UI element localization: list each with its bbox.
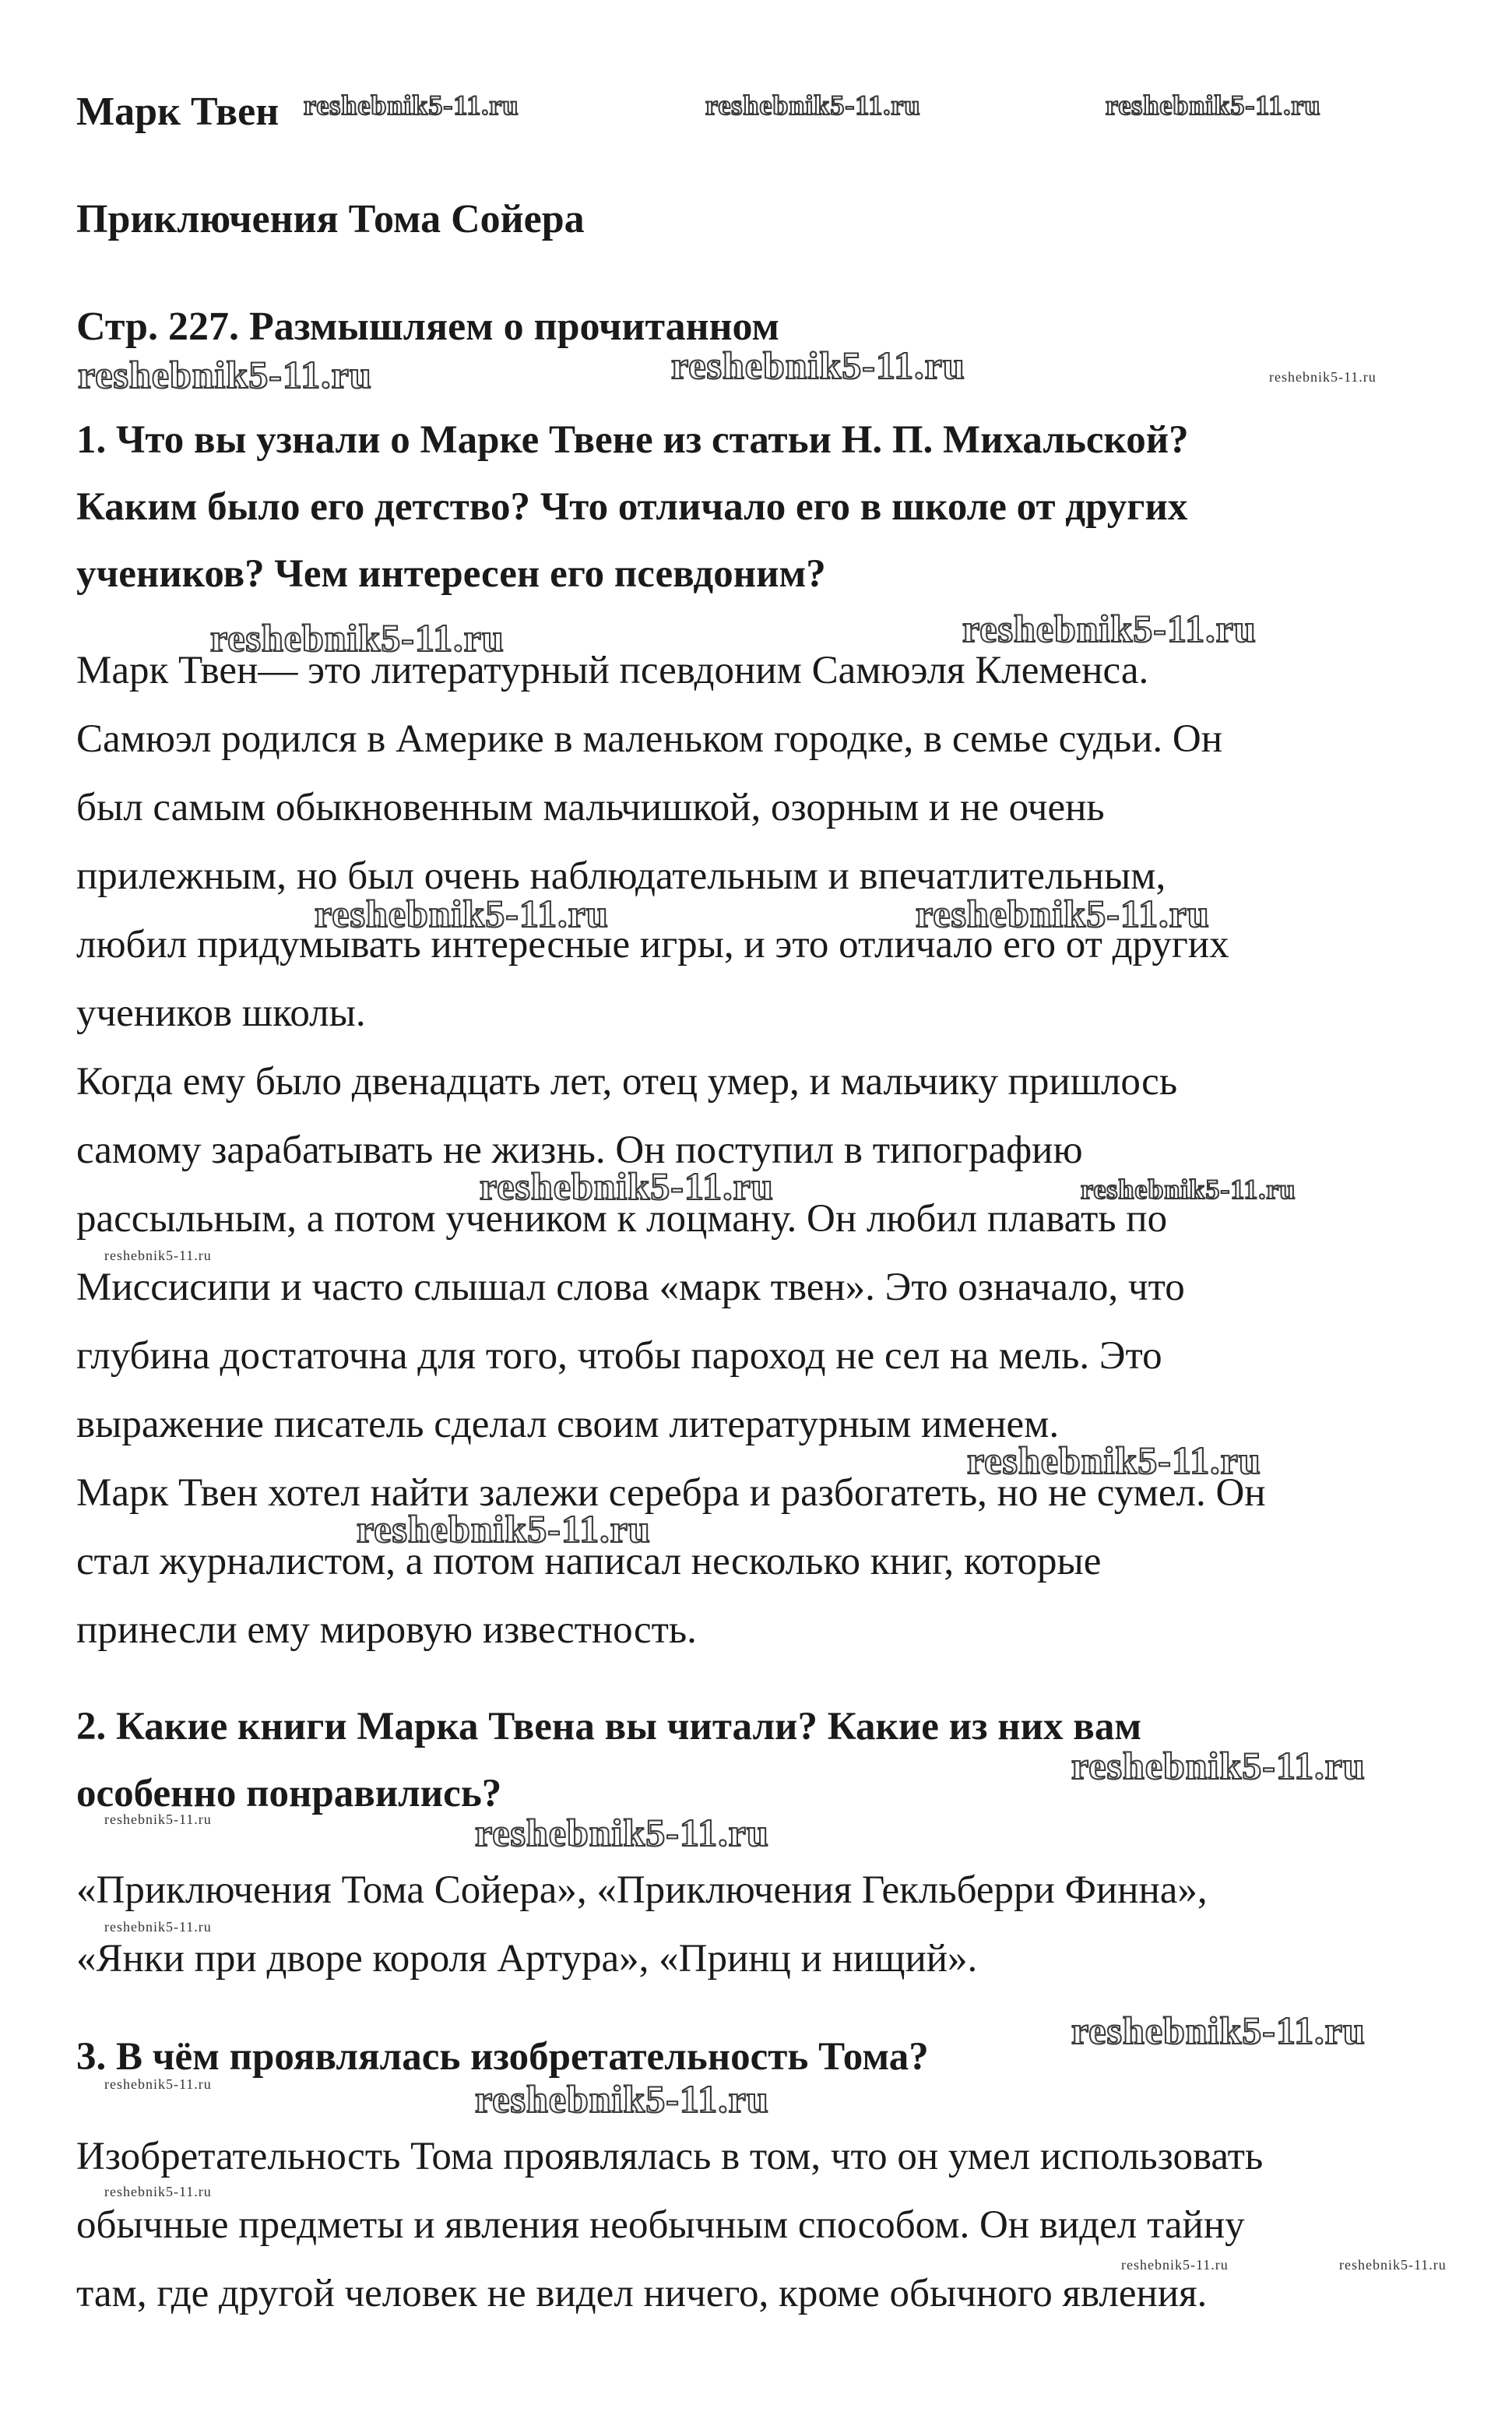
answer-3-line-1: Изобретательность Тома проявлялась в том, что он умел использовать	[76, 2135, 1264, 2178]
answer-1-line-1: Марк Твен— это литературный псевдоним Самюэля Клеменса.	[76, 649, 1149, 692]
question-1-line-2: Каким было его детство? Что отличало его в школе от других	[76, 485, 1188, 529]
answer-3-line-3: там, где другой человек не видел ничего, кроме обычного явления.	[76, 2272, 1208, 2315]
book-title: Приключения Тома Сойера	[76, 197, 585, 241]
question-2-line-2: особенно понравились?	[76, 1772, 502, 1815]
answer-1-line-10: Миссисипи и часто слышал слова «марк твен». Это означало, что	[76, 1266, 1185, 1309]
section-title: Стр. 227. Размышляем о прочитанном	[76, 305, 779, 349]
watermark: reshebnik5-11.ru	[104, 1919, 212, 1935]
answer-1-line-8: самому зарабатывать не жизнь. Он поступил в типографию	[76, 1129, 1083, 1172]
answer-1-line-12: выражение писатель сделал своим литературным именем.	[76, 1403, 1060, 1446]
watermark: reshebnik5-11.ru	[705, 90, 921, 121]
question-2-line-1: 2. Какие книги Марка Твена вы читали? Какие из них вам	[76, 1705, 1142, 1748]
watermark: reshebnik5-11.ru	[475, 1811, 769, 1854]
watermark: reshebnik5-11.ru	[304, 90, 519, 121]
answer-1-line-7: Когда ему было двенадцать лет, отец умер, и мальчику пришлось	[76, 1060, 1178, 1104]
watermark: reshebnik5-11.ru	[1106, 90, 1321, 121]
author-heading: Марк Твен	[76, 90, 280, 134]
watermark: reshebnik5-11.ru	[916, 892, 1210, 935]
watermark: reshebnik5-11.ru	[475, 2077, 769, 2121]
watermark: reshebnik5-11.ru	[78, 353, 372, 396]
watermark: reshebnik5-11.ru	[104, 2076, 212, 2092]
answer-1-line-15: принесли ему мировую известность.	[76, 1608, 697, 1652]
answer-1-line-3: был самым обыкновенным мальчишкой, озорным и не очень	[76, 786, 1105, 829]
watermark: reshebnik5-11.ru	[104, 1812, 212, 1827]
watermark: reshebnik5-11.ru	[962, 607, 1257, 650]
answer-1-line-14: стал журналистом, а потом написал несколько книг, которые	[76, 1540, 1102, 1583]
answer-1-line-5: любил придумывать интересные игры, и это отличало его от других	[76, 923, 1229, 967]
watermark: reshebnik5-11.ru	[1071, 2009, 1366, 2052]
answer-2-line-2: «Янки при дворе короля Артура», «Принц и нищий».	[76, 1937, 978, 1981]
answer-1-line-4: прилежным, но был очень наблюдательным и впечатлительным,	[76, 854, 1166, 898]
watermark: reshebnik5-11.ru	[357, 1507, 651, 1551]
watermark: reshebnik5-11.ru	[104, 1248, 212, 1263]
answer-3-line-2: обычные предметы и явления необычным способом. Он видел тайну	[76, 2203, 1245, 2247]
answer-2-line-1: «Приключения Тома Сойера», «Приключения Гекльберри Финна»,	[76, 1868, 1208, 1912]
watermark: reshebnik5-11.ru	[1339, 2257, 1447, 2273]
watermark: reshebnik5-11.ru	[1269, 369, 1377, 385]
watermark: reshebnik5-11.ru	[210, 616, 505, 660]
question-1-line-1: 1. Что вы узнали о Марке Твене из статьи Н. П. Михальской?	[76, 418, 1189, 462]
watermark: reshebnik5-11.ru	[1121, 2257, 1229, 2273]
watermark: reshebnik5-11.ru	[1071, 1744, 1366, 1787]
watermark: reshebnik5-11.ru	[671, 343, 965, 387]
question-1-line-3: учеников? Чем интересен его псевдоним?	[76, 552, 826, 596]
watermark: reshebnik5-11.ru	[315, 892, 609, 935]
answer-1-line-11: глубина достаточна для того, чтобы пароход не сел на мель. Это	[76, 1334, 1162, 1378]
question-3-line-1: 3. В чём проявлялась изобретательность Тома?	[76, 2035, 929, 2079]
answer-1-line-6: учеников школы.	[76, 991, 366, 1035]
answer-1-line-13: Марк Твен хотел найти залежи серебра и разбогатеть, но не сумел. Он	[76, 1471, 1266, 1515]
answer-1-line-9: рассыльным, а потом учеником к лоцману. Он любил плавать по	[76, 1197, 1168, 1241]
watermark: reshebnik5-11.ru	[104, 2184, 212, 2199]
answer-1-line-2: Самюэл родился в Америке в маленьком городке, в семье судьи. Он	[76, 717, 1223, 761]
watermark: reshebnik5-11.ru	[967, 1438, 1261, 1482]
watermark: reshebnik5-11.ru	[1081, 1174, 1296, 1205]
watermark: reshebnik5-11.ru	[480, 1164, 774, 1208]
